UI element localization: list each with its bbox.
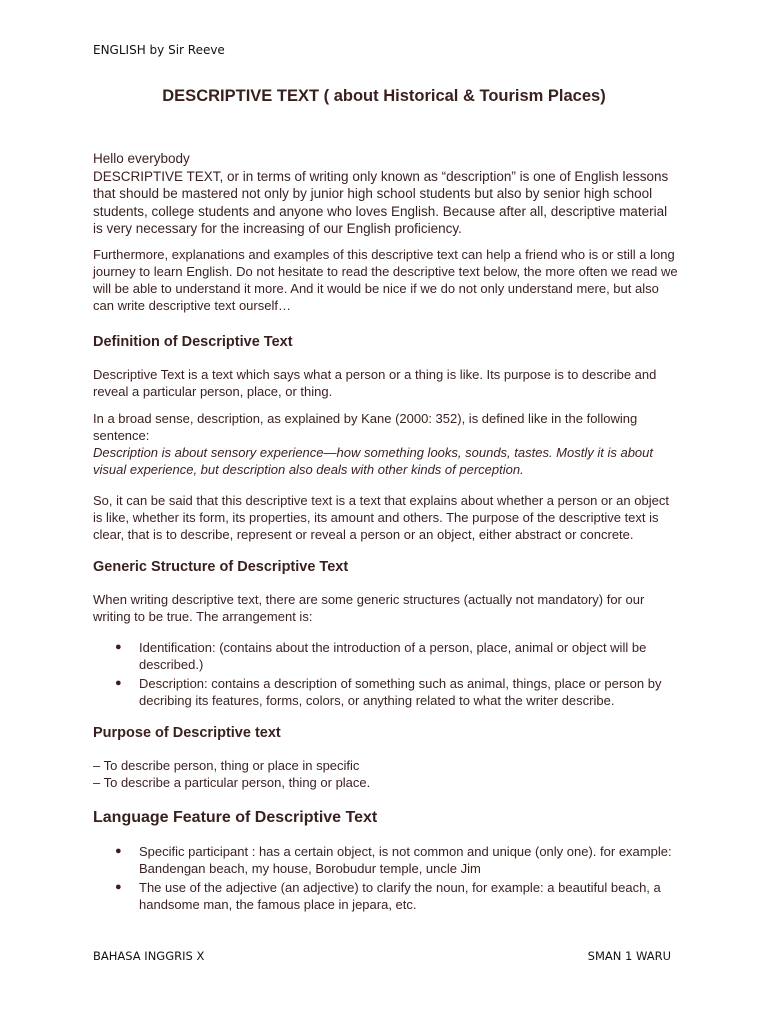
- definition-heading: Definition of Descriptive Text: [93, 333, 293, 350]
- generic-structure-intro: When writing descriptive text, there are some generic structures (actually not mandatory) for our writing to be true. The arrangement is:: [93, 591, 645, 624]
- intro-section: [93, 150, 678, 238]
- page-header: ENGLISH by Sir Reeve: [93, 43, 225, 57]
- purpose-heading: Purpose of Descriptive text: [93, 724, 281, 741]
- document-body: [93, 150, 678, 915]
- list-item-text: Specific participant : has a certain object, is not common and unique (only one). for example: Bandengan beach, my house, Borobudur temple, uncle Jim: [139, 843, 672, 876]
- generic-structure-list: [93, 639, 678, 709]
- list-item-text: Identification: (contains about the introduction of a person, place, animal or object will be described.): [139, 639, 647, 672]
- language-feature-heading: Language Feature of Descriptive Text: [93, 808, 378, 826]
- intro-paragraph: DESCRIPTIVE TEXT, or in terms of writing only known as “description” is one of English lessons that should be mastered not only by junior high school students but also by senior high school students, college students and anyone who loves English. Because after all, descriptive material is very necessary for the increasing of our English proficiency.: [93, 168, 669, 236]
- list-item-text: Description: contains a description of something such as animal, things, place or person by decribing its features, forms, colors, or anything related to what the writer describe.: [139, 675, 662, 708]
- furthermore-paragraph: Furthermore, explanations and examples of this descriptive text can help a friend who is or still a long journey to learn English. Do not hesitate to read the descriptive text below, the more often we read we will be able to understand it more. And it would be nice if we do not only understand mere, but also can write descriptive text ourself…: [93, 246, 678, 313]
- footer-right-text: SMAN 1 WARU: [587, 949, 671, 963]
- list-item-text: The use of the adjective (an adjective) to clarify the noun, for example: a beautiful beach, a handsome man, the famous place in jepara, etc.: [139, 879, 661, 912]
- definition-paragraph-2: In a broad sense, description, as explained by Kane (2000: 352), is defined like in the following sentence:: [93, 410, 638, 443]
- definition-paragraph-3: So, it can be said that this descriptive text is a text that explains about whether a person or an object is like, whether its form, its properties, its amount and others. The purpose of the descriptive text is clear, that is to describe, represent or reveal a person or an object, either abstract or concrete.: [93, 492, 669, 542]
- bullet-icon: ●: [115, 640, 122, 653]
- language-feature-list: [93, 843, 678, 913]
- bullet-icon: ●: [115, 880, 122, 893]
- list-item: [115, 675, 678, 709]
- generic-structure-heading: Generic Structure of Descriptive Text: [93, 558, 349, 575]
- footer-left-text: BAHASA INGGRIS X: [93, 949, 205, 963]
- definition-quote: Description is about sensory experience—how something looks, sounds, tastes. Mostly it is about visual experience, but description also deals with other kinds of perception.: [93, 444, 653, 477]
- purpose-line-2: – To describe a particular person, thing or place.: [93, 774, 371, 790]
- greeting-text: Hello everybody: [93, 151, 190, 166]
- list-item: [115, 639, 678, 673]
- bullet-icon: ●: [115, 844, 122, 857]
- definition-paragraph-1: Descriptive Text is a text which says what a person or a thing is like. Its purpose is to describe and reveal a particular person, place, or thing.: [93, 366, 657, 399]
- list-item: [115, 879, 678, 913]
- bullet-icon: ●: [115, 676, 122, 689]
- list-item: [115, 843, 678, 877]
- document-title: DESCRIPTIVE TEXT ( about Historical & Tourism Places): [162, 87, 606, 105]
- purpose-line-1: – To describe person, thing or place in specific: [93, 757, 360, 773]
